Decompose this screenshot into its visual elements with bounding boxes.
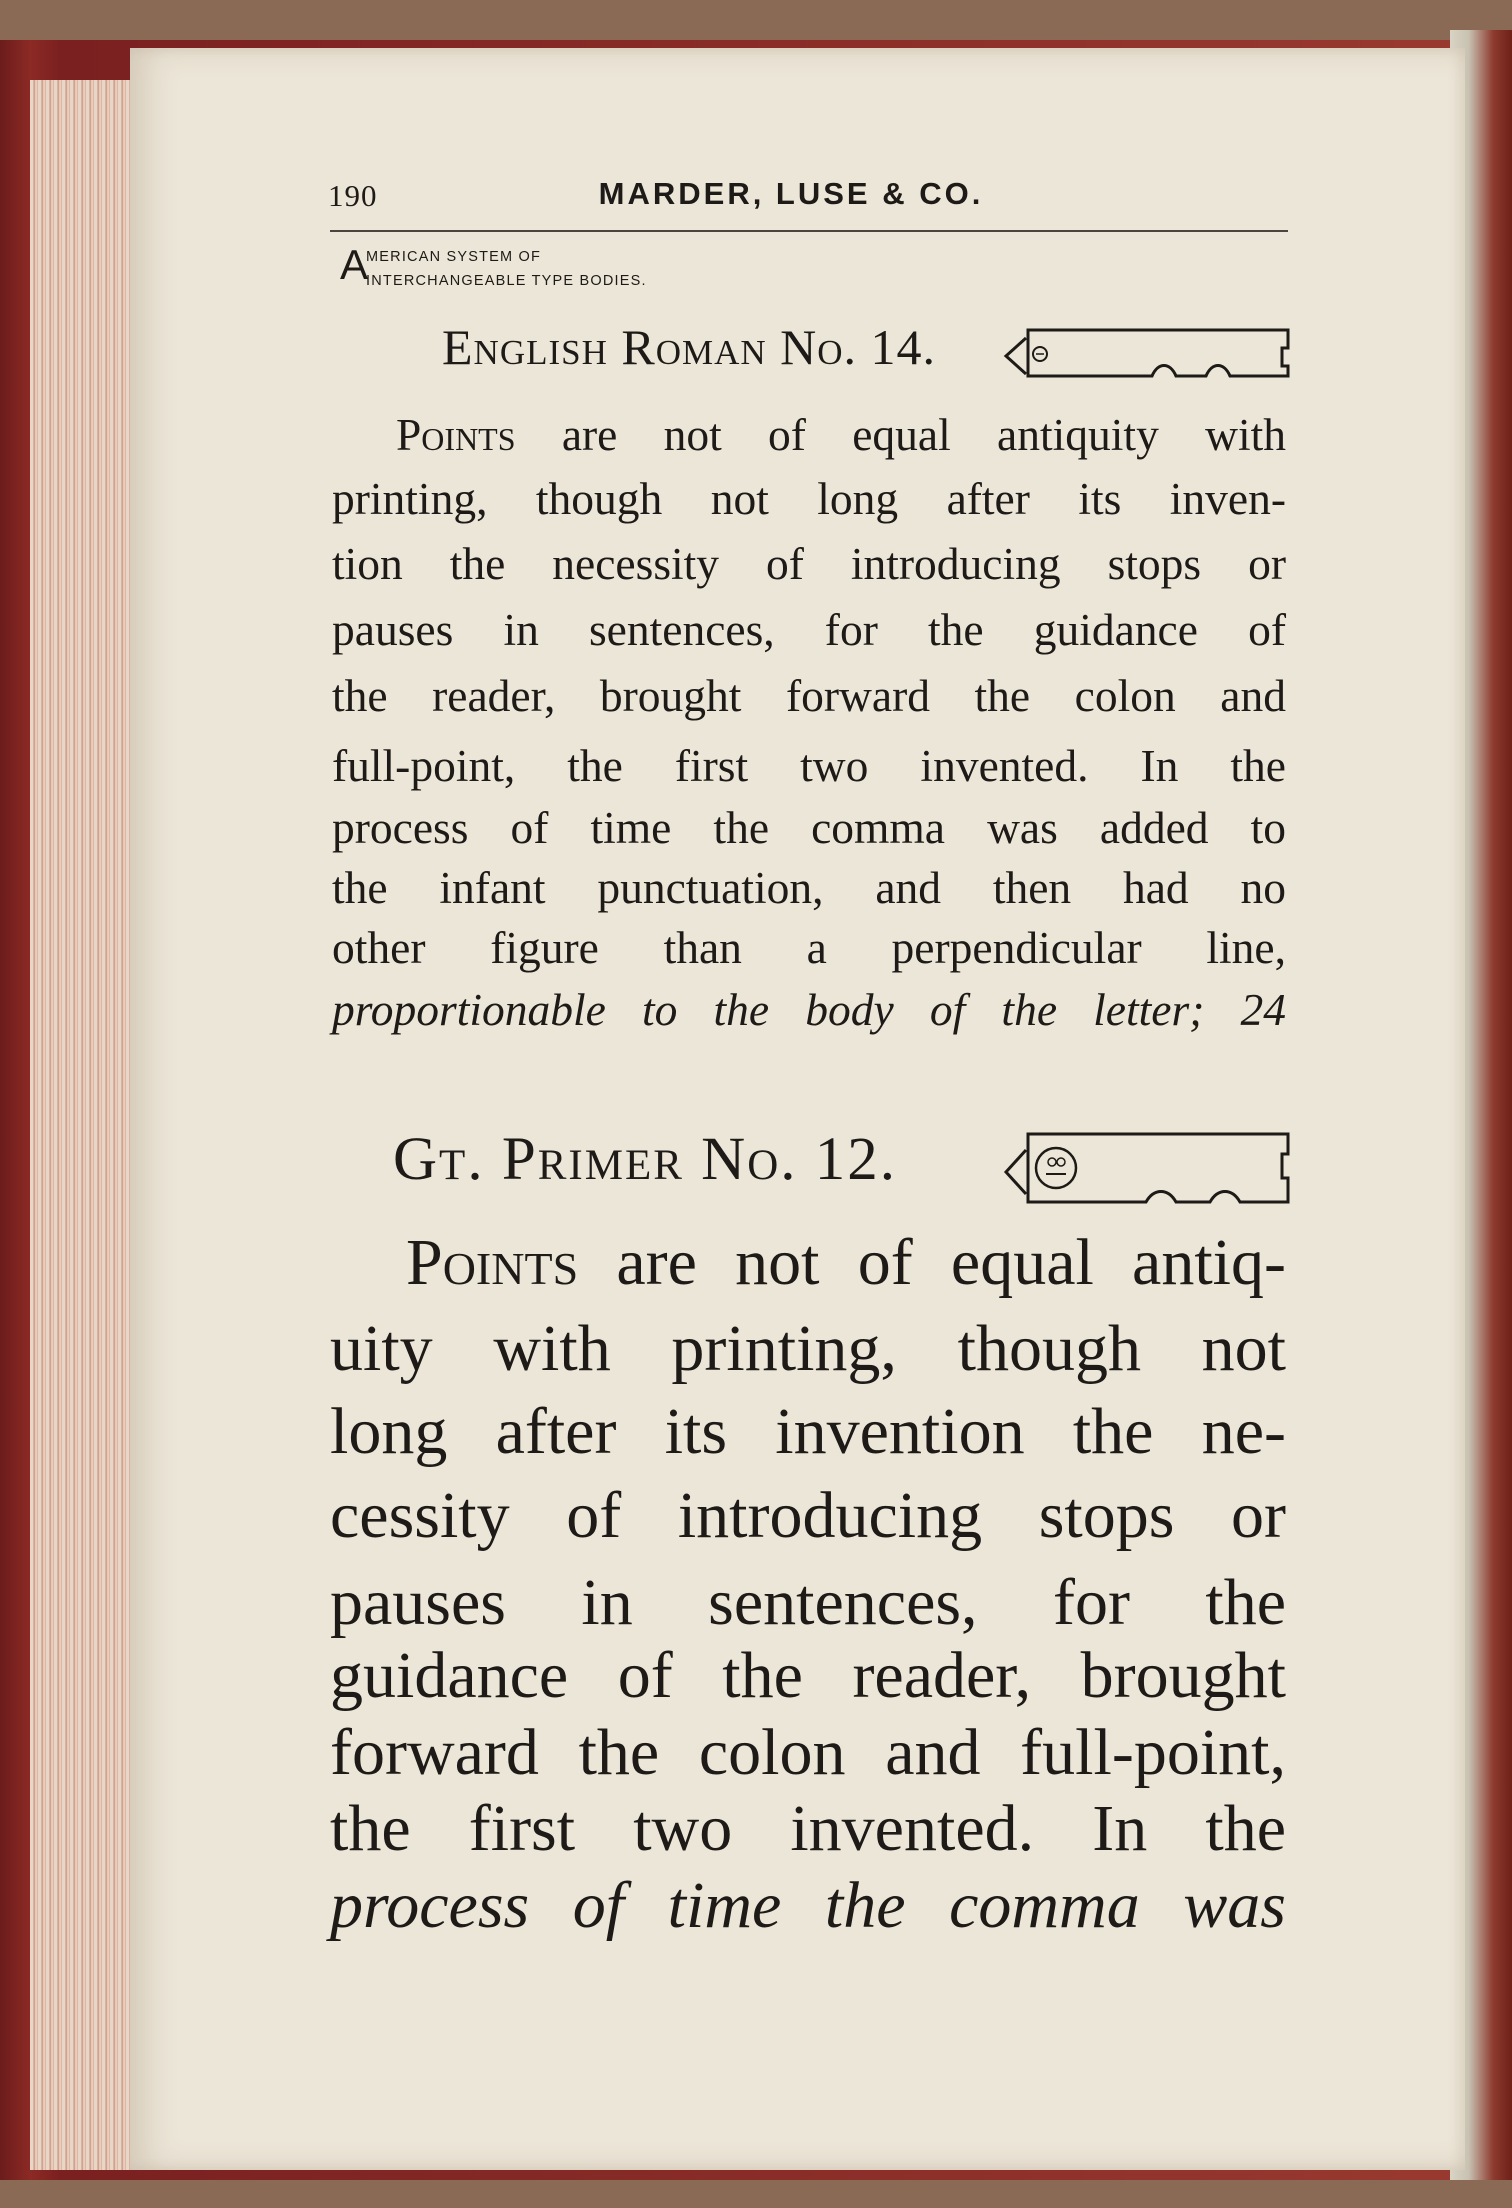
specimen-1-line-6: full-point, the first two invented. In the bbox=[332, 740, 1286, 791]
specimen-1-line-7: process of time the comma was added to bbox=[332, 802, 1286, 853]
lead-word: Points bbox=[396, 409, 516, 460]
header-rule bbox=[330, 230, 1288, 232]
monogram-line-1: MERICAN SYSTEM OF bbox=[366, 249, 542, 265]
monogram-initial: A bbox=[340, 241, 369, 288]
specimen-2-line-4: cessity of introducing stops or bbox=[330, 1479, 1286, 1552]
specimen-1-line-5: the reader, brought forward the colon and bbox=[332, 670, 1286, 721]
specimen-2-line-7: forward the colon and full-point, bbox=[330, 1716, 1286, 1789]
specimen-2-line-3: long after its invention the ne- bbox=[330, 1395, 1286, 1468]
specimen-2-italic-line: process of time the comma was bbox=[330, 1869, 1286, 1942]
specimen-1-line-1: Points are not of equal antiquity with bbox=[396, 409, 1286, 460]
specimen-2-line-5: pauses in sentences, for the bbox=[330, 1566, 1286, 1639]
specimen-1-italic-line: proportionable to the body of the letter; 24 bbox=[332, 984, 1286, 1035]
specimen-1-line-4: pauses in sentences, for the guidance of bbox=[332, 604, 1286, 655]
lead-word: Points bbox=[406, 1226, 579, 1299]
specimen-1-line-3: tion the necessity of introducing stops or bbox=[332, 538, 1286, 589]
specimen-1-line-2: printing, though not long after its inven- bbox=[332, 473, 1286, 524]
running-head: MARDER, LUSE & CO. bbox=[598, 176, 984, 211]
specimen-2-line-1: Points are not of equal antiq- bbox=[406, 1226, 1286, 1299]
page-number: 190 bbox=[328, 178, 378, 213]
specimen-2-line-2: uity with printing, though not bbox=[330, 1312, 1286, 1385]
specimen-1-line-8: the infant punctuation, and then had no bbox=[332, 862, 1286, 913]
type-body-nick-icon bbox=[1000, 320, 1292, 384]
type-body-nick-icon bbox=[1000, 1128, 1292, 1210]
specimen-1-line-9: other figure than a perpendicular line, bbox=[332, 922, 1286, 973]
specimen-2-line-6: guidance of the reader, brought bbox=[330, 1639, 1286, 1712]
monogram-line-2: INTERCHANGEABLE TYPE BODIES. bbox=[366, 273, 647, 289]
specimen-2-line-8: the first two invented. In the bbox=[330, 1792, 1286, 1865]
specimen-title-english-roman: English Roman No. 14. bbox=[442, 319, 937, 375]
specimen-title-gt-primer: Gt. Primer No. 12. bbox=[393, 1126, 898, 1193]
page-edges bbox=[30, 80, 140, 2170]
